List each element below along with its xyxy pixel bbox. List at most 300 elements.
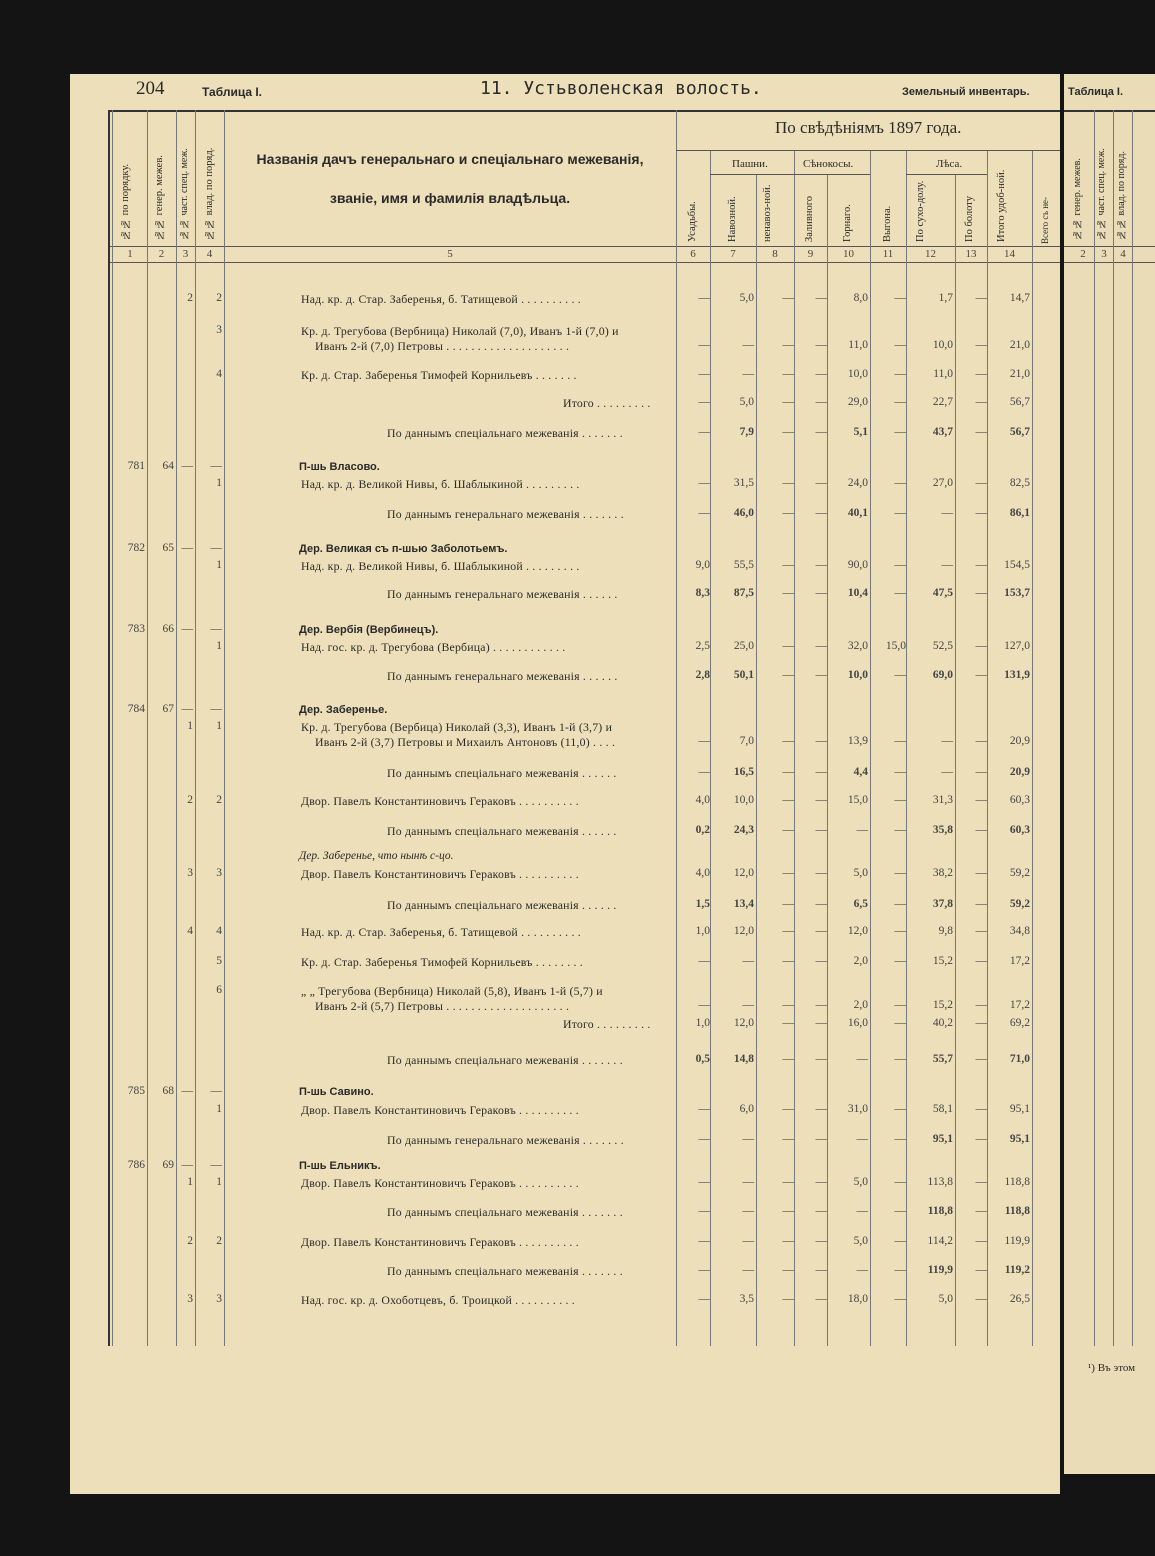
- row-c11-value: —: [894, 1293, 906, 1305]
- row-c3-cell: —: [181, 1085, 193, 1097]
- row-c13-value: —: [975, 477, 987, 489]
- row-c6-value: —: [698, 396, 710, 408]
- page-number: 204: [136, 78, 165, 99]
- row-c14-value: 131,9: [1004, 669, 1030, 681]
- row-c7-value: —: [742, 1133, 754, 1145]
- settlement-heading: П-шь Савино.: [299, 1086, 374, 1098]
- row-c14-value: 56,7: [1009, 396, 1030, 408]
- row-c6-value: —: [698, 999, 710, 1011]
- row-c13-value: —: [975, 867, 987, 879]
- row-c11-value: —: [894, 396, 906, 408]
- row-c11-value: —: [894, 1103, 906, 1115]
- settlement-subheading: Дер. Заберенье, что нынѣ с-цо.: [299, 850, 454, 862]
- owner-label: Над. гос. кр. д. Трегубова (Вербица) . . . . . . . . . . . .: [301, 640, 566, 654]
- row-c7-value: 25,0: [733, 640, 754, 652]
- owner-label: Над. кр. д. Стар. Заберенья, б. Татищевой . . . . . . . . . .: [301, 925, 581, 939]
- col3-header: №№ част. спец. меж.: [179, 148, 190, 240]
- row-c7-value: —: [742, 339, 754, 351]
- right-col-rule-2: [1113, 110, 1114, 1346]
- colnum-6: 6: [690, 248, 696, 260]
- senokosy-header: Сѣнокосы.: [803, 158, 854, 170]
- right-col-rule-3: [1132, 110, 1133, 1346]
- row-c7-value: 5,0: [739, 292, 754, 304]
- row-c12-value: 38,2: [932, 867, 953, 879]
- lesa-header: Лѣса.: [936, 158, 963, 170]
- row-c14-value: 95,1: [1009, 1103, 1030, 1115]
- row-c12-value: 15,2: [932, 999, 953, 1011]
- row-c9-value: —: [815, 735, 827, 747]
- settlement-heading: П-шь Власово.: [299, 461, 380, 473]
- row-c3-cell: 4: [187, 925, 193, 937]
- row-c4-cell: 3: [216, 1293, 222, 1305]
- row-c8-value: —: [782, 766, 794, 778]
- row-c3-cell: 2: [187, 1235, 193, 1247]
- row-c7-value: 3,5: [739, 1293, 754, 1305]
- owner-label: Над. кр. д. Стар. Заберенья, б. Татищевой . . . . . . . . . .: [301, 292, 581, 306]
- row-c10-value: 10,0: [847, 368, 868, 380]
- row-c13-value: —: [975, 396, 987, 408]
- row-c11-value: —: [894, 292, 906, 304]
- col9-header: Заливного: [804, 196, 815, 242]
- row-c14-value: 20,9: [1009, 766, 1030, 778]
- row-c10-value: —: [856, 1264, 868, 1276]
- col7-header: Навозной.: [727, 196, 738, 242]
- row-c8-value: —: [782, 640, 794, 652]
- row-c12-value: —: [941, 507, 953, 519]
- row-c10-value: 11,0: [848, 339, 868, 351]
- row-c6-value: 9,0: [695, 559, 710, 571]
- row-c13-value: —: [975, 824, 987, 836]
- row-c8-value: —: [782, 1235, 794, 1247]
- row-c8-value: —: [782, 794, 794, 806]
- row-c13-value: —: [975, 766, 987, 778]
- row-c12-value: 40,2: [932, 1017, 953, 1029]
- row-c8-value: —: [782, 559, 794, 571]
- right-colnum-rule: [1064, 262, 1155, 263]
- group-header-rule: [676, 150, 1060, 151]
- row-c14-value: 95,1: [1009, 1133, 1030, 1145]
- left-page: [70, 74, 1060, 1494]
- total-label: Итого . . . . . . . . .: [563, 1017, 651, 1031]
- right-table-label: Таблица I.: [1068, 86, 1124, 98]
- row-c10-value: 2,0: [853, 999, 868, 1011]
- row-c14-value: 20,9: [1009, 735, 1030, 747]
- row-c8-value: —: [782, 735, 794, 747]
- row-c9-value: —: [815, 867, 827, 879]
- row-c7-value: 24,3: [733, 824, 754, 836]
- col-rule-4: [224, 110, 225, 1346]
- row-c9-value: —: [815, 955, 827, 967]
- row-c13-value: —: [975, 925, 987, 937]
- row-c8-value: —: [782, 1103, 794, 1115]
- row-c1-cell: 785: [127, 1085, 145, 1097]
- row-c13-value: —: [975, 292, 987, 304]
- row-c9-value: —: [815, 1017, 827, 1029]
- row-c11-value: —: [894, 559, 906, 571]
- row-c11-value: —: [894, 587, 906, 599]
- row-c4-cell: 1: [216, 640, 222, 652]
- row-c8-value: —: [782, 1205, 794, 1217]
- row-c14-value: 14,7: [1009, 292, 1030, 304]
- colnum-2: 2: [158, 248, 165, 260]
- col-rule-13: [987, 150, 988, 1346]
- row-c8-value: —: [782, 999, 794, 1011]
- right-top-rule: [1064, 110, 1155, 112]
- row-c12-value: 118,8: [927, 1205, 953, 1217]
- row-c12-value: 52,5: [932, 640, 953, 652]
- row-c12-value: 58,1: [932, 1103, 953, 1115]
- row-c6-value: —: [698, 1205, 710, 1217]
- colnum-14: 14: [1004, 248, 1015, 260]
- row-c9-value: —: [815, 587, 827, 599]
- col12-header: По сухо-долу.: [915, 180, 926, 242]
- row-c6-value: —: [698, 766, 710, 778]
- row-c13-value: —: [975, 898, 987, 910]
- row-c9-value: —: [815, 1264, 827, 1276]
- row-c8-value: —: [782, 867, 794, 879]
- colnum-10: 10: [843, 248, 854, 260]
- section-label: Земельный инвентарь.: [902, 86, 1030, 98]
- row-c1-cell: 783: [127, 623, 145, 635]
- row-c7-value: 16,5: [733, 766, 754, 778]
- colnum-bottom-rule: [108, 262, 1060, 263]
- row-c4-cell: 2: [216, 1235, 222, 1247]
- owner-label: Двор. Павелъ Константиновичъ Гераковъ . . . . . . . . . .: [301, 867, 579, 881]
- owner-label: Двор. Павелъ Константиновичъ Гераковъ . . . . . . . . . .: [301, 1103, 579, 1117]
- row-c6-value: 8,3: [695, 587, 710, 599]
- row-c7-value: 31,5: [733, 477, 754, 489]
- row-c2-cell: 66: [162, 623, 174, 635]
- row-c13-value: —: [975, 559, 987, 571]
- row-c14-value: 153,7: [1004, 587, 1030, 599]
- row-c10-value: 13,9: [847, 735, 868, 747]
- row-c7-value: 6,0: [739, 1103, 754, 1115]
- row-c3-cell: 3: [187, 867, 193, 879]
- row-c7-value: 14,8: [733, 1053, 754, 1065]
- right-colnum-3: 4: [1120, 248, 1126, 260]
- row-c6-value: —: [698, 339, 710, 351]
- settlement-heading: Дер. Вербія (Вербинецъ).: [299, 624, 439, 636]
- row-c6-value: —: [698, 1133, 710, 1145]
- row-c6-value: 0,5: [695, 1053, 710, 1065]
- row-c14-value: 60,3: [1009, 794, 1030, 806]
- row-c9-value: —: [815, 824, 827, 836]
- owner-label: Кр. д. Трегубова (Вербница) Николай (7,0), Иванъ 1-й (7,0) и: [301, 324, 619, 338]
- row-c3-cell: —: [181, 623, 193, 635]
- row-c12-value: 119,9: [927, 1264, 953, 1276]
- row-c10-value: 29,0: [847, 396, 868, 408]
- row-c4-cell: —: [210, 460, 222, 472]
- owner-label: Двор. Павелъ Константиновичъ Гераковъ . . . . . . . . . .: [301, 1176, 579, 1190]
- survey-subtotal-label: По даннымъ спеціальнаго межеванія . . . . . . .: [387, 1053, 623, 1067]
- row-c12-value: —: [941, 559, 953, 571]
- row-c8-value: —: [782, 898, 794, 910]
- row-c12-value: 47,5: [932, 587, 953, 599]
- pashni-header: Пашни.: [732, 158, 768, 170]
- row-c13-value: —: [975, 1017, 987, 1029]
- right-colnum-1: 2: [1080, 248, 1086, 260]
- row-c12-value: 5,0: [938, 1293, 953, 1305]
- row-c6-value: 2,8: [695, 669, 710, 681]
- colnum-8: 8: [772, 248, 778, 260]
- row-c4-cell: 3: [216, 867, 222, 879]
- row-c2-cell: 65: [162, 542, 174, 554]
- row-c4-cell: 1: [216, 1176, 222, 1188]
- row-c4-cell: 1: [216, 720, 222, 732]
- row-c10-value: 5,0: [853, 1235, 868, 1247]
- row-c13-value: —: [975, 1176, 987, 1188]
- row-c8-value: —: [782, 1176, 794, 1188]
- col-rule-11: [906, 150, 907, 1346]
- row-c6-value: —: [698, 368, 710, 380]
- row-c11-value: —: [894, 1264, 906, 1276]
- row-c11-value: —: [894, 1133, 906, 1145]
- row-c8-value: —: [782, 1017, 794, 1029]
- row-c8-value: —: [782, 507, 794, 519]
- row-c9-value: —: [815, 1205, 827, 1217]
- colnum-4: 4: [206, 248, 213, 260]
- header-bottom-rule: [108, 246, 1060, 247]
- row-c7-value: 7,9: [739, 426, 754, 438]
- row-c6-value: 1,5: [695, 898, 710, 910]
- survey-subtotal-label: По даннымъ генеральнаго межеванія . . . . . . .: [387, 1133, 624, 1147]
- row-c11-value: 15,0: [885, 640, 906, 652]
- row-c7-value: —: [742, 999, 754, 1011]
- row-c12-value: 15,2: [932, 955, 953, 967]
- row-c14-value: 21,0: [1009, 339, 1030, 351]
- row-c11-value: —: [894, 1017, 906, 1029]
- row-c4-cell: 1: [216, 559, 222, 571]
- row-c11-value: —: [894, 477, 906, 489]
- right-col2-header: №№ част. спец. меж.: [1096, 148, 1107, 240]
- table-label: Таблица I.: [202, 85, 263, 99]
- colnum-5: 5: [447, 248, 453, 260]
- owner-label-cont: Иванъ 2-й (3,7) Петровы и Михаилъ Антоновъ (11,0) . . . .: [315, 735, 616, 749]
- row-c7-value: 5,0: [739, 396, 754, 408]
- col8-header: ненавоз-ной.: [762, 184, 773, 242]
- col-rule-6: [710, 150, 711, 1346]
- survey-subtotal-label: По даннымъ спеціальнаго межеванія . . . . . .: [387, 898, 617, 912]
- row-c11-value: —: [894, 426, 906, 438]
- settlement-heading: Дер. Великая съ п-шью Заболотьемъ.: [299, 543, 508, 555]
- row-c11-value: —: [894, 925, 906, 937]
- colnum-12: 12: [925, 248, 936, 260]
- row-c12-value: 22,7: [932, 396, 953, 408]
- colnum-3: 3: [182, 248, 189, 260]
- row-c14-value: 69,2: [1009, 1017, 1030, 1029]
- row-c11-value: —: [894, 1205, 906, 1217]
- row-c10-value: 10,4: [847, 587, 868, 599]
- right-col1-header: №№ генер. межев.: [1072, 158, 1083, 240]
- row-c10-value: —: [856, 1133, 868, 1145]
- row-c13-value: —: [975, 999, 987, 1011]
- row-c4-cell: 1: [216, 1103, 222, 1115]
- col14-header: Итого удоб-ной.: [996, 169, 1007, 242]
- row-c11-value: —: [894, 766, 906, 778]
- row-c12-value: 9,8: [938, 925, 953, 937]
- row-c12-value: —: [941, 766, 953, 778]
- row-c7-value: 87,5: [733, 587, 754, 599]
- row-c9-value: —: [815, 925, 827, 937]
- row-c12-value: 10,0: [932, 339, 953, 351]
- row-c7-value: —: [742, 1205, 754, 1217]
- colnum-11: 11: [882, 248, 894, 260]
- row-c7-value: 7,0: [739, 735, 754, 747]
- row-c9-value: —: [815, 766, 827, 778]
- right-footnote: ¹) Въ этом: [1088, 1362, 1136, 1374]
- row-c10-value: 5,0: [853, 867, 868, 879]
- row-c4-cell: 2: [216, 292, 222, 304]
- row-c10-value: 5,1: [853, 426, 868, 438]
- row-c12-value: 43,7: [932, 426, 953, 438]
- col13-header: По болоту: [964, 196, 975, 242]
- row-c11-value: —: [894, 368, 906, 380]
- total-label: Итого . . . . . . . . .: [563, 396, 651, 410]
- row-c10-value: 5,0: [853, 1176, 868, 1188]
- row-c4-cell: 3: [216, 324, 222, 336]
- row-c9-value: —: [815, 368, 827, 380]
- row-c6-value: 2,5: [695, 640, 710, 652]
- row-c12-value: 1,7: [938, 292, 953, 304]
- row-c14-value: 60,3: [1009, 824, 1030, 836]
- row-c8-value: —: [782, 1133, 794, 1145]
- right-col-rule-1: [1094, 110, 1095, 1346]
- row-c9-value: —: [815, 507, 827, 519]
- row-c14-value: 17,2: [1009, 955, 1030, 967]
- owner-label: Кр. д. Стар. Заберенья Тимофей Корнильевъ . . . . . . . .: [301, 955, 583, 969]
- row-c10-value: 16,0: [847, 1017, 868, 1029]
- row-c8-value: —: [782, 1264, 794, 1276]
- owner-label: Двор. Павелъ Константиновичъ Гераковъ . . . . . . . . . .: [301, 1235, 579, 1249]
- row-c11-value: —: [894, 955, 906, 967]
- row-c3-cell: 2: [187, 794, 193, 806]
- row-c9-value: —: [815, 477, 827, 489]
- col5-header: Названія дачъ генеральнаго и спеціальнаго межеванія, званіе, имя и фамилія владѣльца.: [256, 151, 644, 206]
- row-c7-value: —: [742, 1235, 754, 1247]
- row-c6-value: —: [698, 507, 710, 519]
- row-c12-value: 27,0: [932, 477, 953, 489]
- settlement-heading: П-шь Ельникъ.: [299, 1160, 381, 1172]
- row-c14-value: 34,8: [1009, 925, 1030, 937]
- table-top-rule: [108, 110, 1060, 112]
- row-c8-value: —: [782, 368, 794, 380]
- col6-header: Усадьбы.: [687, 201, 698, 242]
- row-c4-cell: —: [210, 542, 222, 554]
- survey-subtotal-label: По даннымъ генеральнаго межеванія . . . . . . .: [387, 507, 624, 521]
- row-c7-value: 10,0: [733, 794, 754, 806]
- row-c9-value: —: [815, 999, 827, 1011]
- row-c6-value: —: [698, 426, 710, 438]
- row-c9-value: —: [815, 794, 827, 806]
- row-c7-value: 12,0: [733, 925, 754, 937]
- row-c7-value: —: [742, 368, 754, 380]
- survey-subtotal-label: По даннымъ спеціальнаго межеванія . . . . . . .: [387, 426, 623, 440]
- row-c14-value: 82,5: [1009, 477, 1030, 489]
- row-c6-value: —: [698, 1103, 710, 1115]
- row-c7-value: —: [742, 1264, 754, 1276]
- row-c12-value: 114,2: [927, 1235, 953, 1247]
- row-c7-value: —: [742, 955, 754, 967]
- owner-label: „ „ Трегубова (Вербница) Николай (5,8), Иванъ 1-й (5,7) и: [301, 984, 603, 998]
- survey-subtotal-label: По даннымъ генеральнаго межеванія . . . . . .: [387, 587, 618, 601]
- row-c4-cell: 6: [216, 984, 222, 996]
- row-c7-value: 12,0: [733, 867, 754, 879]
- row-c9-value: —: [815, 1176, 827, 1188]
- col-rule-8: [794, 150, 795, 1346]
- table-left-rule: [108, 110, 110, 1346]
- owner-label: Над. гос. кр. д. Охоботцевъ, б. Троицкой . . . . . . . . . .: [301, 1293, 575, 1307]
- survey-subtotal-label: По даннымъ спеціальнаго межеванія . . . . . . .: [387, 1264, 623, 1278]
- row-c14-value: 26,5: [1009, 1293, 1030, 1305]
- row-c12-value: —: [941, 735, 953, 747]
- row-c9-value: —: [815, 1293, 827, 1305]
- row-c13-value: —: [975, 1103, 987, 1115]
- row-c10-value: —: [856, 824, 868, 836]
- row-c13-value: —: [975, 426, 987, 438]
- row-c10-value: 4,4: [853, 766, 868, 778]
- row-c9-value: —: [815, 292, 827, 304]
- row-c1-cell: 781: [127, 460, 145, 472]
- row-c10-value: 90,0: [847, 559, 868, 571]
- row-c9-value: —: [815, 559, 827, 571]
- senokosy-rule: [794, 174, 870, 175]
- owner-label-cont: Иванъ 2-й (7,0) Петровы . . . . . . . . . . . . . . . . . . . .: [315, 339, 570, 353]
- row-c10-value: 6,5: [853, 898, 868, 910]
- row-c11-value: —: [894, 898, 906, 910]
- row-c3-cell: 1: [187, 720, 193, 732]
- row-c4-cell: 1: [216, 477, 222, 489]
- row-c4-cell: 4: [216, 925, 222, 937]
- row-c8-value: —: [782, 669, 794, 681]
- row-c1-cell: 784: [127, 703, 145, 715]
- row-c9-value: —: [815, 898, 827, 910]
- row-c4-cell: —: [210, 1159, 222, 1171]
- col15-header: Всего съ не-: [1040, 196, 1050, 244]
- row-c12-value: 35,8: [932, 824, 953, 836]
- row-c8-value: —: [782, 1053, 794, 1065]
- row-c13-value: —: [975, 339, 987, 351]
- row-c14-value: 119,9: [1004, 1235, 1030, 1247]
- row-c4-cell: 4: [216, 368, 222, 380]
- row-c12-value: 37,8: [932, 898, 953, 910]
- row-c8-value: —: [782, 1293, 794, 1305]
- survey-subtotal-label: По даннымъ спеціальнаго межеванія . . . . . .: [387, 824, 617, 838]
- row-c6-value: —: [698, 735, 710, 747]
- row-c13-value: —: [975, 1264, 987, 1276]
- row-c14-value: 21,0: [1009, 368, 1030, 380]
- row-c13-value: —: [975, 1133, 987, 1145]
- row-c6-value: —: [698, 955, 710, 967]
- row-c14-value: 59,2: [1009, 867, 1030, 879]
- colnum-9: 9: [807, 248, 814, 260]
- owner-label: Кр. д. Стар. Заберенья Тимофей Корнильевъ . . . . . . .: [301, 368, 577, 382]
- row-c12-value: 113,8: [927, 1176, 953, 1188]
- row-c9-value: —: [815, 669, 827, 681]
- row-c14-value: 154,5: [1004, 559, 1030, 571]
- row-c6-value: —: [698, 1293, 710, 1305]
- owner-label-cont: Иванъ 2-й (5,7) Петровы . . . . . . . . . . . . . . . . . . . .: [315, 999, 570, 1013]
- row-c3-cell: 2: [187, 292, 193, 304]
- row-c2-cell: 67: [162, 703, 174, 715]
- row-c10-value: 18,0: [847, 1293, 868, 1305]
- row-c9-value: —: [815, 1103, 827, 1115]
- right-page-strip: [1064, 74, 1155, 1474]
- row-c3-cell: —: [181, 460, 193, 472]
- row-c13-value: —: [975, 368, 987, 380]
- row-c8-value: —: [782, 339, 794, 351]
- row-c10-value: 2,0: [853, 955, 868, 967]
- row-c11-value: —: [894, 999, 906, 1011]
